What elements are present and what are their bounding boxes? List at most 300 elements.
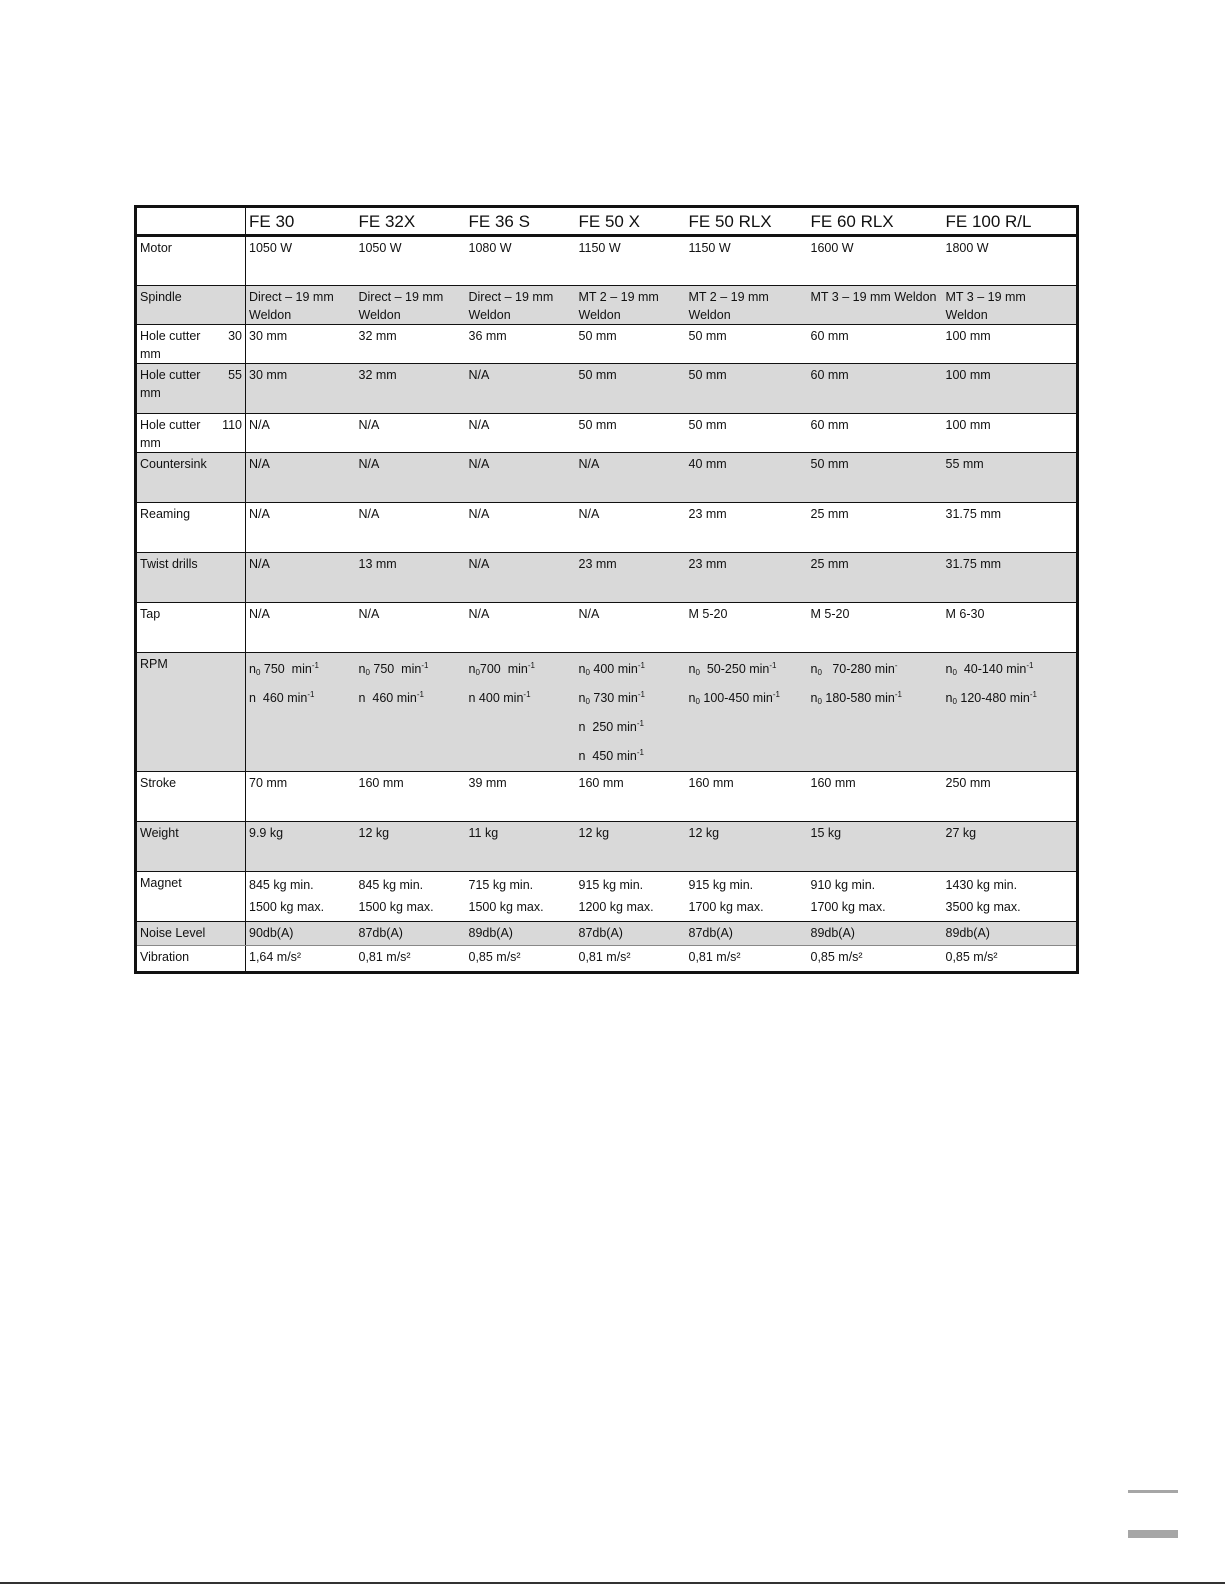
table-cell — [686, 414, 808, 453]
rpm-value — [946, 655, 1074, 684]
table-cell — [576, 653, 686, 772]
table-cell — [246, 503, 356, 553]
cell-value: 50 mm — [688, 418, 727, 432]
table-cell — [943, 822, 1078, 872]
table-cell — [356, 822, 466, 872]
cell-value: N/A — [358, 507, 380, 521]
cell-line: 845 kg min. — [358, 878, 424, 892]
table-cell — [943, 236, 1078, 286]
row-label — [136, 453, 246, 503]
table-cell — [943, 364, 1078, 414]
cell-value: 25 mm — [810, 507, 849, 521]
table-cell — [686, 364, 808, 414]
cell-value: 250 mm — [945, 776, 991, 790]
table-cell — [356, 325, 466, 364]
table-cell — [356, 946, 466, 973]
rpm-symbol: n — [249, 691, 256, 705]
cell-line: Direct – 19 mm — [358, 290, 444, 304]
rpm-symbol: n — [578, 691, 586, 705]
rpm-symbol: n — [249, 662, 256, 676]
cell-value: N/A — [578, 607, 600, 621]
rpm-number: 400 min — [475, 691, 524, 705]
cell-value: 160 mm — [358, 776, 404, 790]
row-label — [136, 603, 246, 653]
rpm-subscript: 0 — [365, 668, 370, 677]
table-cell — [246, 364, 356, 414]
cell-value: N/A — [578, 457, 600, 471]
table-cell — [466, 872, 576, 922]
rpm-value — [579, 684, 683, 713]
table-cell — [808, 772, 943, 822]
cell-value: N/A — [358, 418, 380, 432]
table-cell — [356, 922, 466, 946]
cell-line: 1430 kg min. — [945, 878, 1018, 892]
cell-value: N/A — [468, 557, 490, 571]
rpm-number: 50-250 min — [699, 662, 770, 676]
cell-line: 915 kg min. — [578, 878, 644, 892]
row-label-text: Noise Level — [140, 926, 206, 940]
table-row — [136, 453, 1078, 503]
table-cell — [686, 325, 808, 364]
cell-value: 50 mm — [810, 457, 849, 471]
table-cell — [943, 946, 1078, 973]
cell-value: 55 mm — [945, 457, 984, 471]
table-cell — [246, 325, 356, 364]
cell-line: 1500 kg max. — [249, 900, 325, 914]
row-label-unit: mm — [140, 436, 161, 450]
table-cell — [356, 286, 466, 325]
rpm-number: 180-580 min — [821, 691, 895, 705]
rpm-subscript: 0 — [695, 697, 700, 706]
cell-line: Weldon — [358, 308, 401, 322]
rpm-value — [811, 684, 940, 713]
table-cell — [466, 946, 576, 973]
cell-value: N/A — [249, 457, 270, 471]
rpm-number: 460 min — [255, 691, 308, 705]
cell-value: M 6-30 — [945, 607, 985, 621]
table-cell — [356, 772, 466, 822]
cell-value: 1800 W — [945, 241, 989, 255]
page-bottom-rule — [0, 1582, 1225, 1584]
cell-value: 0,85 m/s² — [810, 950, 863, 964]
table-cell — [686, 772, 808, 822]
table-cell — [943, 286, 1078, 325]
cell-value: 25 mm — [810, 557, 849, 571]
table-row — [136, 922, 1078, 946]
table-cell — [943, 872, 1078, 922]
cell-value: N/A — [249, 557, 270, 571]
rpm-number: 250 min — [585, 720, 637, 734]
cell-value: 60 mm — [810, 368, 849, 382]
header-corner-cell — [136, 207, 246, 236]
cell-line: MT 3 – 19 mm Weldon — [810, 290, 937, 304]
table-cell — [686, 872, 808, 922]
table-cell — [246, 772, 356, 822]
cell-value: N/A — [578, 507, 600, 521]
table-cell — [356, 236, 466, 286]
row-label-text: Hole cutter — [140, 418, 201, 432]
spec-table — [134, 205, 1079, 974]
cell-value: N/A — [468, 418, 490, 432]
table-cell — [246, 922, 356, 946]
table-cell — [466, 772, 576, 822]
table-cell — [808, 286, 943, 325]
table-cell — [808, 236, 943, 286]
row-label — [136, 286, 246, 325]
row-label — [136, 236, 246, 286]
rpm-symbol: n — [358, 691, 366, 705]
table-cell — [808, 364, 943, 414]
row-label — [136, 503, 246, 553]
table-cell — [576, 872, 686, 922]
cell-line: MT 2 – 19 mm — [578, 290, 659, 304]
cell-value: 9.9 kg — [249, 826, 284, 840]
row-label-text: Countersink — [140, 457, 207, 471]
rpm-value — [579, 742, 683, 771]
rpm-symbol: n — [810, 662, 818, 676]
cell-value: 1150 W — [688, 241, 731, 255]
row-label — [136, 414, 246, 453]
table-cell — [466, 286, 576, 325]
table-row — [136, 603, 1078, 653]
table-cell — [246, 946, 356, 973]
rpm-value — [689, 655, 805, 684]
table-cell — [466, 414, 576, 453]
rpm-number: 750 min — [369, 662, 422, 676]
table-cell — [943, 503, 1078, 553]
table-cell — [943, 603, 1078, 653]
rpm-subscript: 0 — [952, 697, 957, 706]
cell-line: Weldon — [468, 308, 511, 322]
rpm-symbol: n — [578, 749, 586, 763]
table-cell — [246, 653, 356, 772]
row-label-text: Twist drills — [140, 557, 198, 571]
table-cell — [686, 503, 808, 553]
row-label — [136, 553, 246, 603]
table-cell — [808, 872, 943, 922]
spec-table-body — [136, 236, 1078, 973]
table-cell — [576, 553, 686, 603]
table-cell — [466, 553, 576, 603]
table-cell — [686, 922, 808, 946]
cell-value: N/A — [468, 607, 490, 621]
cell-line: MT 3 – 19 mm — [945, 290, 1026, 304]
model-header: FE 100 R/L — [943, 207, 1078, 236]
model-header: FE 50 X — [576, 207, 686, 236]
cell-value: 31.75 mm — [945, 507, 1002, 521]
table-cell — [466, 236, 576, 286]
row-label — [136, 872, 246, 922]
cell-value: 60 mm — [810, 418, 849, 432]
rpm-symbol: n — [578, 720, 586, 734]
table-row — [136, 872, 1078, 922]
rpm-subscript: 0 — [817, 668, 822, 677]
cell-value: 0,85 m/s² — [945, 950, 998, 964]
cell-value: 39 mm — [468, 776, 507, 790]
table-cell — [576, 822, 686, 872]
table-cell — [808, 503, 943, 553]
rpm-superscript: -1 — [307, 690, 315, 699]
header-row — [136, 207, 1078, 236]
table-cell — [808, 822, 943, 872]
table-cell — [466, 503, 576, 553]
table-cell — [943, 453, 1078, 503]
table-cell — [943, 553, 1078, 603]
table-cell — [356, 453, 466, 503]
cell-value: 1150 W — [578, 241, 621, 255]
cell-value: 160 mm — [578, 776, 624, 790]
cell-value: 1080 W — [468, 241, 512, 255]
table-cell — [808, 453, 943, 503]
cell-value: 12 kg — [578, 826, 610, 840]
row-label — [136, 325, 246, 364]
cell-value: 160 mm — [810, 776, 856, 790]
cell-value: 15 kg — [810, 826, 842, 840]
cell-value: 31.75 mm — [945, 557, 1002, 571]
cell-value: N/A — [358, 607, 380, 621]
cell-line: Weldon — [945, 308, 988, 322]
cell-value: N/A — [358, 457, 380, 471]
cell-value: 50 mm — [578, 368, 617, 382]
cell-value: 1600 W — [810, 241, 854, 255]
cell-value: N/A — [249, 607, 270, 621]
table-cell — [686, 553, 808, 603]
rpm-symbol: n — [945, 691, 953, 705]
cell-line: 1500 kg max. — [358, 900, 434, 914]
cell-value: 13 mm — [358, 557, 397, 571]
table-cell — [808, 414, 943, 453]
table-cell — [466, 453, 576, 503]
table-cell — [943, 772, 1078, 822]
rpm-value — [689, 684, 805, 713]
cell-value: 87db(A) — [358, 926, 403, 940]
cell-value: 1050 W — [249, 241, 293, 255]
row-label-text: Tap — [140, 607, 161, 621]
cell-value: 32 mm — [358, 329, 397, 343]
rpm-superscript: -1 — [523, 690, 531, 699]
table-cell — [576, 364, 686, 414]
table-cell — [808, 553, 943, 603]
row-label-text: RPM — [140, 657, 168, 671]
table-row — [136, 653, 1078, 772]
cell-value: 12 kg — [358, 826, 390, 840]
table-cell — [576, 946, 686, 973]
rpm-symbol: n — [468, 691, 476, 705]
cell-line: 910 kg min. — [810, 878, 876, 892]
rpm-superscript: - — [894, 661, 898, 670]
cell-value: 1050 W — [358, 241, 402, 255]
model-header: FE 50 RLX — [686, 207, 808, 236]
cell-value: N/A — [468, 368, 490, 382]
row-label-text: Hole cutter — [140, 368, 201, 382]
rpm-symbol: n — [578, 662, 586, 676]
rpm-superscript: -1 — [894, 690, 902, 699]
row-label-text: Hole cutter — [140, 329, 201, 343]
cell-line: Weldon — [249, 308, 292, 322]
table-cell — [576, 772, 686, 822]
table-cell — [466, 822, 576, 872]
table-cell — [808, 922, 943, 946]
model-header: FE 36 S — [466, 207, 576, 236]
table-row — [136, 325, 1078, 364]
cell-value: 50 mm — [688, 329, 727, 343]
rpm-value — [359, 684, 463, 713]
rpm-value — [811, 655, 940, 684]
cell-line: Direct – 19 mm — [249, 290, 334, 304]
table-cell — [943, 922, 1078, 946]
table-cell — [246, 553, 356, 603]
cell-line: 1500 kg max. — [468, 900, 544, 914]
rpm-value — [579, 713, 683, 742]
row-label-number: 110 — [222, 418, 242, 432]
row-label-text: Weight — [140, 826, 179, 840]
page-decoration-bar — [1128, 1530, 1178, 1538]
cell-value: 50 mm — [688, 368, 727, 382]
row-label-unit: mm — [140, 386, 161, 400]
table-cell — [576, 603, 686, 653]
table-cell — [246, 286, 356, 325]
cell-line: 1700 kg max. — [688, 900, 764, 914]
row-label — [136, 946, 246, 973]
row-label-number: 55 — [228, 368, 242, 382]
table-cell — [466, 653, 576, 772]
rpm-superscript: -1 — [772, 690, 780, 699]
rpm-superscript: -1 — [1026, 661, 1034, 670]
table-cell — [686, 236, 808, 286]
cell-value: 11 kg — [468, 826, 499, 840]
table-row — [136, 772, 1078, 822]
model-header: FE 32X — [356, 207, 466, 236]
table-cell — [246, 872, 356, 922]
rpm-number: 70-280 min — [821, 662, 895, 676]
table-cell — [246, 453, 356, 503]
rpm-superscript: -1 — [637, 661, 645, 670]
rpm-value — [579, 655, 683, 684]
cell-line: 1700 kg max. — [810, 900, 886, 914]
table-cell — [686, 286, 808, 325]
table-cell — [808, 603, 943, 653]
table-cell — [576, 453, 686, 503]
table-cell — [808, 325, 943, 364]
table-cell — [576, 286, 686, 325]
table-row — [136, 286, 1078, 325]
table-cell — [808, 946, 943, 973]
model-header: FE 30 — [246, 207, 356, 236]
table-row — [136, 553, 1078, 603]
rpm-superscript: -1 — [311, 661, 319, 670]
cell-value: 12 kg — [688, 826, 720, 840]
rpm-superscript: -1 — [636, 719, 644, 728]
table-cell — [356, 364, 466, 414]
cell-value: 27 kg — [945, 826, 977, 840]
table-cell — [576, 503, 686, 553]
cell-value: 23 mm — [688, 557, 727, 571]
rpm-subscript: 0 — [695, 668, 700, 677]
cell-value: 50 mm — [578, 329, 617, 343]
table-row — [136, 364, 1078, 414]
cell-value: M 5-20 — [688, 607, 728, 621]
rpm-superscript: -1 — [769, 661, 777, 670]
row-label — [136, 364, 246, 414]
rpm-symbol: n — [945, 662, 953, 676]
rpm-value — [249, 655, 353, 684]
cell-value: 100 mm — [945, 329, 991, 343]
row-label-text: Vibration — [140, 950, 190, 964]
row-label-text: Stroke — [140, 776, 177, 790]
rpm-value — [469, 655, 573, 684]
cell-value: N/A — [468, 457, 490, 471]
cell-value: 89db(A) — [468, 926, 513, 940]
rpm-number: 100-450 min — [699, 691, 773, 705]
cell-value: 90db(A) — [249, 926, 294, 940]
rpm-superscript: -1 — [527, 661, 535, 670]
table-cell — [686, 822, 808, 872]
rpm-number: 40-140 min — [956, 662, 1027, 676]
cell-value: N/A — [249, 418, 270, 432]
rpm-symbol: n — [688, 662, 696, 676]
table-cell — [466, 364, 576, 414]
cell-value: 70 mm — [249, 776, 288, 790]
table-cell — [356, 603, 466, 653]
rpm-symbol: n — [688, 691, 696, 705]
rpm-number: 120-480 min — [956, 691, 1030, 705]
rpm-value — [469, 684, 573, 713]
table-cell — [246, 236, 356, 286]
cell-value: 87db(A) — [578, 926, 623, 940]
table-cell — [576, 325, 686, 364]
rpm-superscript: -1 — [1029, 690, 1037, 699]
rpm-number: 400 min — [589, 662, 638, 676]
table-row — [136, 503, 1078, 553]
rpm-subscript: 0 — [255, 668, 261, 677]
table-cell — [356, 553, 466, 603]
table-cell — [576, 236, 686, 286]
table-cell — [246, 822, 356, 872]
table-cell — [356, 414, 466, 453]
table-cell — [356, 653, 466, 772]
table-cell — [466, 922, 576, 946]
rpm-number: 460 min — [365, 691, 417, 705]
cell-value: 100 mm — [945, 368, 991, 382]
rpm-number: 450 min — [585, 749, 637, 763]
table-cell — [943, 653, 1078, 772]
cell-value: 30 mm — [249, 329, 288, 343]
rpm-value — [359, 655, 463, 684]
cell-line: 1200 kg max. — [578, 900, 654, 914]
table-cell — [576, 922, 686, 946]
table-cell — [808, 653, 943, 772]
row-label-text: Motor — [140, 241, 172, 255]
rpm-number: 750 min — [260, 662, 312, 676]
rpm-value — [249, 684, 353, 713]
page-decoration-line — [1128, 1490, 1178, 1493]
cell-value: 0,81 m/s² — [688, 950, 741, 964]
cell-line: Weldon — [578, 308, 621, 322]
table-cell — [356, 503, 466, 553]
cell-value: 0,85 m/s² — [468, 950, 521, 964]
row-label-text: Spindle — [140, 290, 182, 304]
row-label-unit: mm — [140, 347, 161, 361]
rpm-subscript: 0 — [585, 697, 590, 706]
rpm-symbol: n — [810, 691, 818, 705]
table-cell — [943, 414, 1078, 453]
table-cell — [686, 453, 808, 503]
cell-value: 32 mm — [358, 368, 397, 382]
table-cell — [943, 325, 1078, 364]
cell-line: 715 kg min. — [468, 878, 534, 892]
cell-line: 845 kg min. — [249, 878, 314, 892]
cell-line: Direct – 19 mm — [468, 290, 554, 304]
